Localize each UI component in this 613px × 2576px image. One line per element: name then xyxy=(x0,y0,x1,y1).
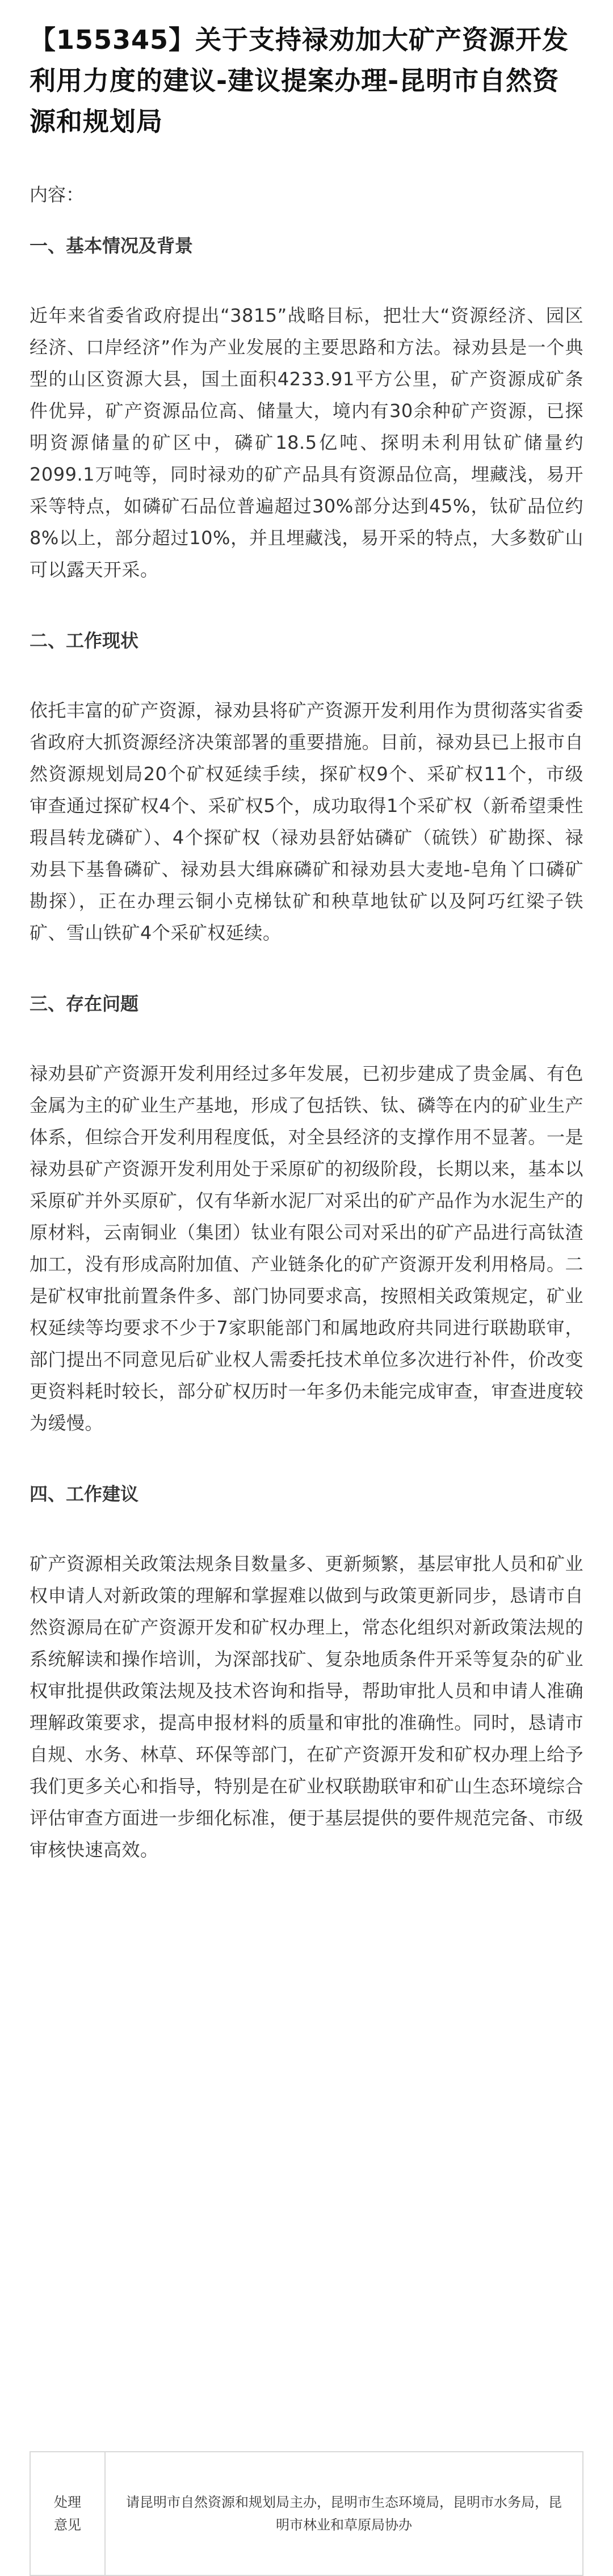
section-heading-problems: 三、存在问题 xyxy=(30,993,139,1015)
opinion-label-line-1: 处理 xyxy=(54,2494,81,2510)
section-body-current-status: 依托丰富的矿产资源，禄劝县将矿产资源开发利用作为贯彻落实省委省政府大抓资源经济决策部署的重要措施。目前，禄劝县已上报市自然资源规划局20个矿权延续手续，探矿权9个、采矿权11个，市级审查通过探矿权4个、采矿权5个，成功取得1个采矿权（新希望秉性瑕昌转龙磷矿）、4个探矿权（禄劝县舒姑磷矿（硫铁）矿勘探、禄劝县下基鲁磷矿、禄劝县大缉麻磷矿和禄劝县大麦地-皂角丫口磷矿勘探），正在办理云铜小克梯钛矿和秧草地钛矿以及阿巧红梁子铁矿、雪山铁矿4个采矿权延续。 xyxy=(30,700,583,944)
page-title: 【155345】关于支持禄劝加大矿产资源开发利用力度的建议-建议提案办理-昆明市自然资源和规划局 xyxy=(30,24,569,137)
opinion-label-line-2: 意见 xyxy=(54,2517,81,2533)
opinion-value-cell: 请昆明市自然资源和规划局主办，昆明市生态环境局，昆明市水务局，昆明市林业和草原局协办 xyxy=(105,2452,583,2575)
section-body-suggestions: 矿产资源相关政策法规条目数量多、更新频繁，基层审批人员和矿业权申请人对新政策的理解和掌握难以做到与政策更新同步，恳请市自然资源局在矿产资源开发和矿权办理上，常态化组织对新政策法规的系统解读和操作培训，为深部找矿、复杂地质条件开采等复杂的矿业权审批提供政策法规及技术咨询和指导，帮助审批人员和申请人准确理解政策要求，提高申报材料的质量和审批的准确性。同时，恳请市自规、水务、林草、环保等部门，在矿产资源开发和矿权办理上给予我们更多关心和指导，特别是在矿业权联勘联审和矿山生态环境综合评估审查方面进一步细化标准，便于基层提供的要件规范完备、市级审核快速高效。 xyxy=(30,1553,583,1861)
section-body-problems: 禄劝县矿产资源开发利用经过多年发展，已初步建成了贵金属、有色金属为主的矿业生产基地，形成了包括铁、钛、磷等在内的矿业生产体系，但综合开发利用程度低，对全县经济的支撑作用不显著。一是禄劝县矿产资源开发利用处于采原矿的初级阶段，长期以来，基本以采原矿并外买原矿，仅有华新水泥厂对采出的矿产品作为水泥生产的原材料，云南铜业（集团）钛业有限公司对采出的矿产品进行高钛渣加工，没有形成高附加值、产业链条化的矿产资源开发利用格局。二是矿权审批前置条件多、部门协同要求高，按照相关政策规定，矿业权延续等均要求不少于7家职能部门和属地政府共同进行联勘联审，部门提出不同意见后矿业权人需委托技术单位多次进行补件，价改变更资料耗时较长，部分矿权历时一年多仍未能完成审查，审查进度较为缓慢。 xyxy=(30,1063,583,1434)
section-body-background: 近年来省委省政府提出“3815”战略目标，把壮大“资源经济、园区经济、口岸经济”作为产业发展的主要思路和方法。禄劝县是一个典型的山区资源大县，国土面积4233.91平方公里，矿产资源成矿条件优异，矿产资源品位高、储量大，境内有30余种矿产资源，已探明资源储量的矿区中，磷矿18.5亿吨、探明未利用钛矿储量约2099.1万吨等，同时禄劝的矿产品具有资源品位高，埋藏浅，易开采等特点，如磷矿石品位普遍超过30%部分达到45%，钛矿品位约8%以上，部分超过10%，并且埋藏浅，易开采的特点，大多数矿山可以露天开采。 xyxy=(30,305,583,580)
opinion-table xyxy=(30,2451,583,2576)
opinion-label-cell xyxy=(30,2452,105,2575)
section-heading-suggestions: 四、工作建议 xyxy=(30,1483,139,1505)
content-label: 内容： xyxy=(30,184,85,205)
opinion-row xyxy=(30,2452,583,2575)
section-heading-background: 一、基本情况及背景 xyxy=(30,235,194,256)
section-heading-current-status: 二、工作现状 xyxy=(30,630,139,651)
